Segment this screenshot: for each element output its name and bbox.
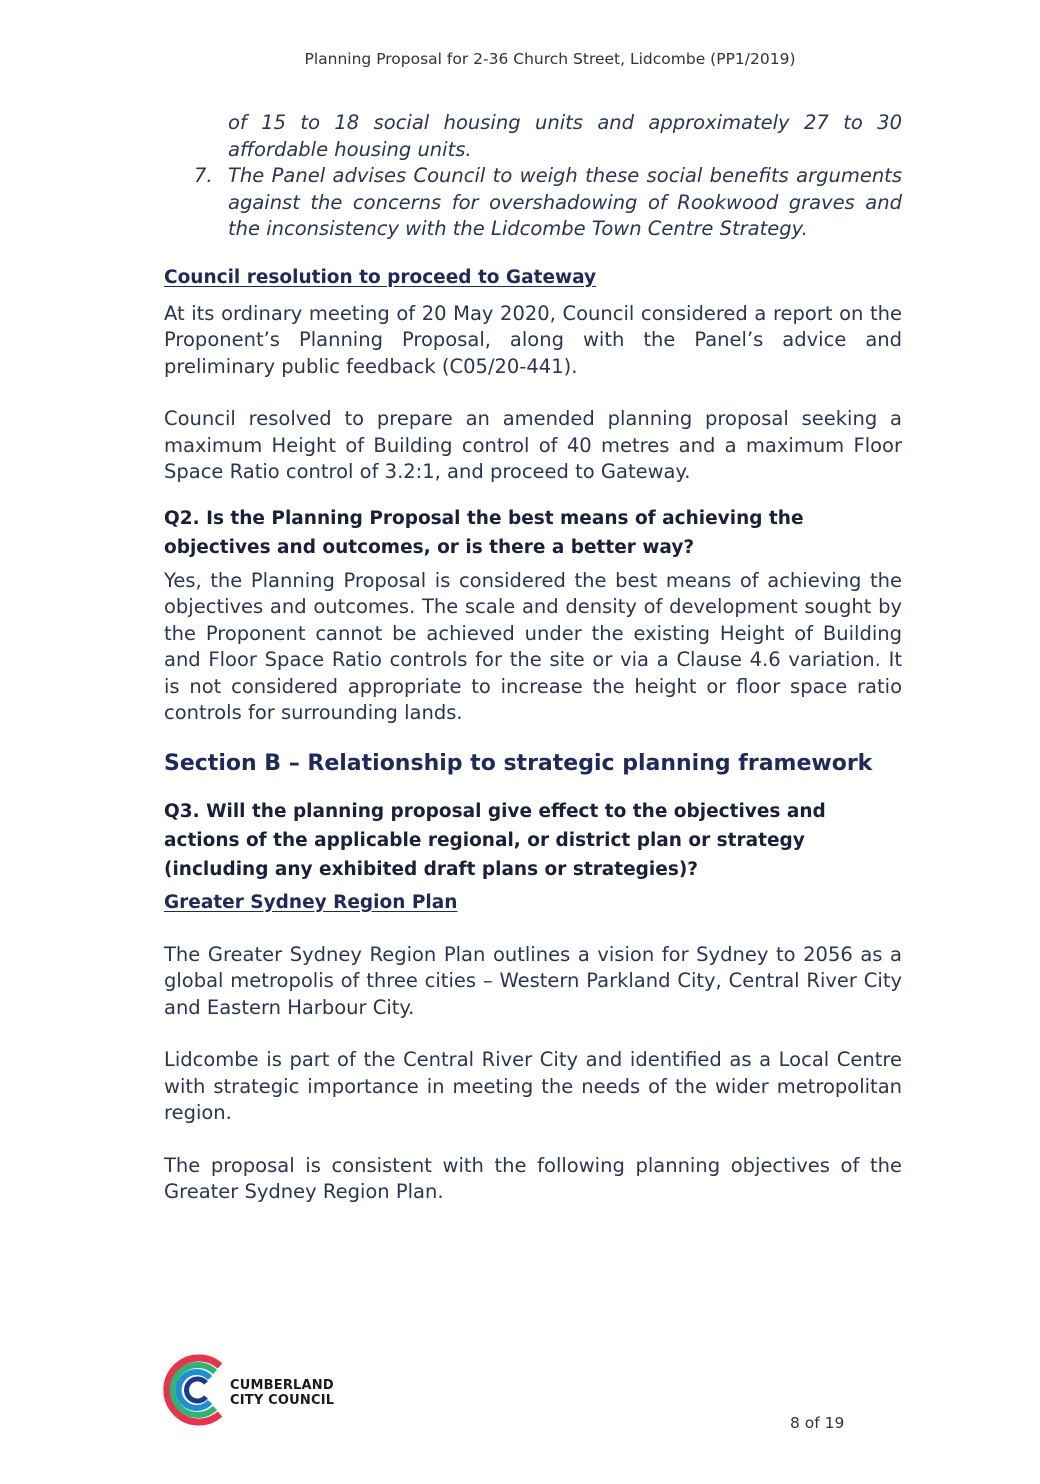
council-logo xyxy=(162,1352,342,1432)
page-number: 8 of 19 xyxy=(790,1414,845,1432)
q3-heading-line-1: Q3. Will the planning proposal give effect to the objectives and xyxy=(164,800,826,822)
region-plan-paragraph-3: The proposal is consistent with the following planning objectives of the Greater Sydney Region Plan. xyxy=(164,1153,902,1203)
q3-heading-line-2: actions of the applicable regional, or district plan or strategy xyxy=(164,829,805,851)
region-plan-paragraph-1: The Greater Sydney Region Plan outlines a vision for Sydney to 2056 as a global metropolis of three cities – Western Parkland City, Central River City and Eastern Harbour City. xyxy=(164,942,902,1019)
q3-heading xyxy=(164,797,902,884)
section-b-heading: Section B – Relationship to strategic planning framework xyxy=(164,750,873,776)
council-resolution-paragraph-2: Council resolved to prepare an amended planning proposal seeking a maximum Height of Building control of 40 metres and a maximum Floor Space Ratio control of 3.2:1, and proceed to Gateway. xyxy=(164,407,902,483)
logo-line-1: CUMBERLAND xyxy=(230,1378,334,1393)
q2-heading-line-2: objectives and outcomes, or is there a better way? xyxy=(164,536,695,558)
council-resolution-heading: Council resolution to proceed to Gateway xyxy=(164,266,597,288)
logo-line-2: CITY COUNCIL xyxy=(230,1393,335,1408)
running-header: Planning Proposal for 2-36 Church Street, Lidcombe (PP1/2019) xyxy=(304,50,796,68)
list-item-number: 7. xyxy=(194,164,213,187)
q2-heading xyxy=(164,504,902,562)
region-plan-paragraph-2: Lidcombe is part of the Central River City and identified as a Local Centre with strategic importance in meeting the needs of the wider metropolitan region. xyxy=(164,1048,902,1124)
list-item-continuation: of 15 to 18 social housing units and approximately 27 to 30 affordable housing units. xyxy=(228,111,902,161)
q3-heading-line-3: (including any exhibited draft plans or strategies)? xyxy=(164,858,699,880)
region-plan-heading: Greater Sydney Region Plan xyxy=(164,891,458,913)
council-logo-text xyxy=(230,1378,334,1408)
page-content xyxy=(164,110,902,1206)
council-logo-mark-icon xyxy=(162,1352,228,1428)
q2-heading-line-1: Q2. Is the Planning Proposal the best means of achieving the xyxy=(164,507,804,529)
list-item-text: The Panel advises Council to weigh these social benefits arguments against the concerns for overshadowing of Rookwood graves and the inconsistency with the Lidcombe Town Centre Strategy. xyxy=(228,164,902,240)
list-item-7 xyxy=(194,163,902,243)
q2-answer: Yes, the Planning Proposal is considered the best means of achieving the objectives and outcomes. The scale and density of development sought by the Proponent cannot be achieved under the existing Height of Building and Floor Space Ratio controls for the site or via a Clause 4.6 variation. It is not considered appropriate to increase the height or floor space ratio controls for surrounding lands. xyxy=(164,568,902,724)
council-resolution-paragraph-1: At its ordinary meeting of 20 May 2020, Council considered a report on the Proponent’s Planning Proposal, along with the Panel’s advice and preliminary public feedback (C05/20-441). xyxy=(164,301,902,378)
